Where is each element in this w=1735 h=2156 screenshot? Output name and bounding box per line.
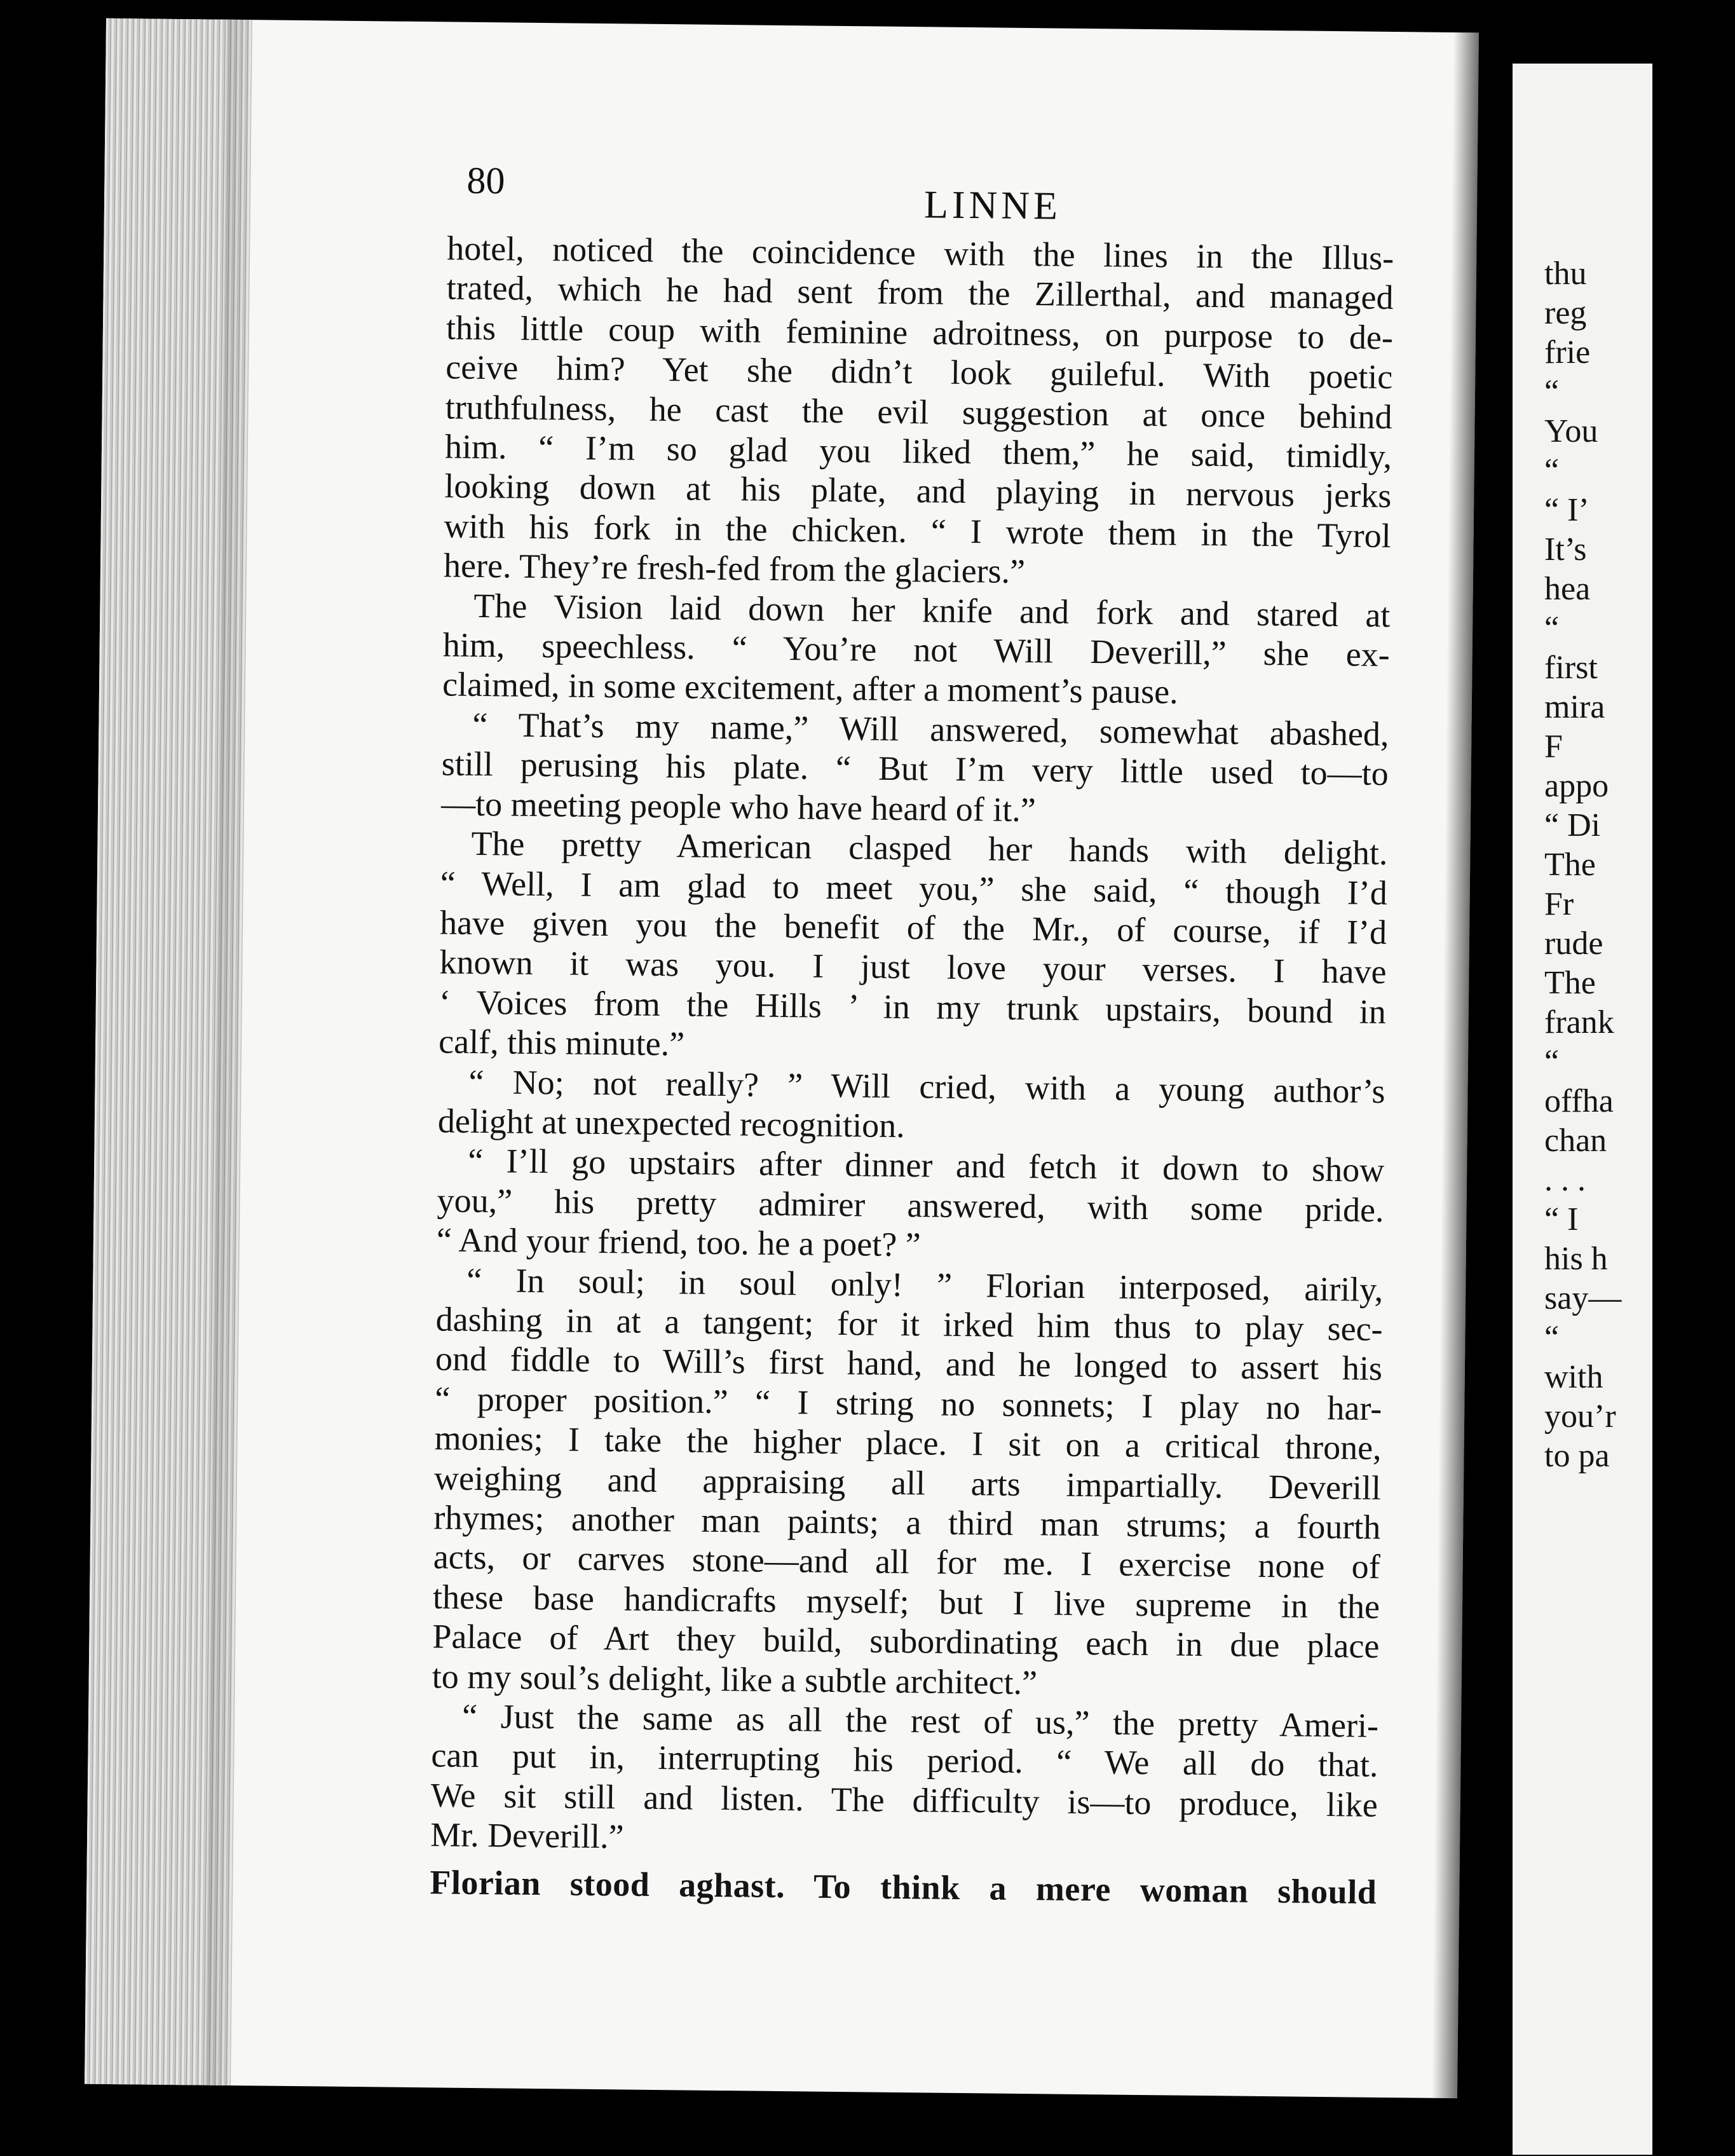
text-line: trated, which he had sent from the Zillerthal, and managed (446, 268, 1394, 317)
right-text-line: “ I’ (1544, 492, 1589, 528)
text-line: —to meeting people who have heard of it.” (440, 784, 1037, 829)
right-text-line: Fr (1544, 886, 1574, 922)
right-text-line: chan (1544, 1122, 1607, 1159)
text-line: “ proper position.” “ I string no sonnets; I play no har- (435, 1379, 1382, 1428)
right-page-text (1544, 254, 1735, 1476)
text-line: “ Just the same as all the rest of us,” the pretty Ameri- (461, 1696, 1379, 1745)
running-title: LINNE (923, 183, 1062, 228)
text-line: ‘ Voices from the Hills ’ in my trunk upstairs, bound in (439, 983, 1387, 1031)
text-line: ond fiddle to Will’s first hand, and he longed to assert his (435, 1339, 1383, 1388)
right-text-line: frank (1544, 1004, 1614, 1040)
text-line: “ That’s my name,” Will answered, somewhat abashed, (472, 705, 1389, 753)
text-line: you,” his pretty admirer answered, with some pride. (437, 1181, 1384, 1229)
text-line: “ No; not really? ” Will cried, with a young author’s (468, 1062, 1385, 1110)
right-text-line: “ Di (1544, 807, 1601, 843)
right-text-line: to pa (1544, 1438, 1610, 1474)
right-text-line: his h (1544, 1241, 1608, 1277)
right-text-line: appo (1544, 768, 1609, 804)
text-line: known it was you. I just love your verses. I have (439, 943, 1387, 992)
right-text-line: The (1544, 965, 1596, 1001)
left-page (85, 18, 1479, 2098)
right-text-line: mira (1544, 689, 1605, 725)
text-line: ceive him? Yet she didn’t look guileful. With poetic (446, 348, 1393, 397)
text-line: Palace of Art they build, subordinating each in due place (432, 1617, 1380, 1666)
right-text-line: you’r (1544, 1398, 1616, 1435)
text-line: The Vision laid down her knife and fork and stared at (473, 586, 1391, 634)
text-line: Florian stood aghast. To think a mere woman should (430, 1862, 1377, 1911)
text-line: weighing and appraising all arts impartially. Deverill (433, 1458, 1382, 1507)
text-line: Mr. Deverill.” (430, 1815, 624, 1856)
text-line: “ And your friend, too. he a poet? ” (436, 1220, 922, 1264)
right-text-line: rude (1544, 925, 1603, 962)
right-text-line: reg (1544, 295, 1587, 331)
text-line: We sit still and listen. The difficulty is—to produce, like (430, 1776, 1378, 1824)
text-line: this little coup with feminine adroitness, on purpose to de- (446, 308, 1394, 357)
text-line: with his fork in the chicken. “ I wrote them in the Tyrol (444, 507, 1391, 555)
page-number: 80 (466, 159, 505, 202)
right-text-line: with (1544, 1359, 1603, 1395)
running-head (466, 146, 1408, 232)
text-line: rhymes; another man paints; a third man strums; a fourth (433, 1498, 1381, 1546)
body-text (430, 228, 1394, 1912)
page-edges (85, 18, 252, 2085)
text-line: can put in, interrupting his period. “ We all do that. (431, 1736, 1378, 1785)
text-line: him. “ I’m so glad you liked them,” he said, timidly, (444, 427, 1392, 476)
text-line: The pretty American clasped her hands with delight. (471, 824, 1388, 873)
text-line: have given you the benefit of the Mr., of course, if I’d (439, 903, 1387, 952)
right-text-line: say— (1544, 1280, 1622, 1316)
right-text-line: offha (1544, 1083, 1614, 1119)
text-line: “ Well, I am glad to meet you,” she said, “ though I’d (440, 863, 1388, 912)
right-text-line: hea (1544, 571, 1591, 607)
right-text-line: “ I (1544, 1201, 1579, 1238)
text-line: delight at unexpected recognition. (437, 1102, 905, 1145)
right-text-line: “ (1544, 453, 1560, 489)
gutter-shadow (1432, 32, 1479, 2098)
right-text-line: “ (1544, 1044, 1560, 1080)
text-line: calf, this minute.” (438, 1022, 685, 1063)
right-text-line: You (1544, 413, 1598, 449)
right-text-line: “ (1544, 610, 1560, 646)
text-line: to my soul’s delight, like a subtle architect.” (432, 1656, 1038, 1702)
right-text-line: The (1544, 847, 1596, 883)
text-line: truthfulness, he cast the evil suggestion at once behind (445, 388, 1392, 436)
text-line: here. They’re fresh-fed from the glaciers.” (443, 546, 1026, 591)
text-line: him, speechless. “ You’re not Will Deverill,” she ex- (442, 625, 1391, 674)
right-text-line: It’s (1544, 531, 1587, 568)
text-line: looking down at his plate, and playing in nervous jerks (444, 467, 1392, 515)
right-text-line: “ (1544, 374, 1560, 410)
right-page-fragment (1513, 64, 1652, 2155)
right-text-line: first (1544, 650, 1598, 686)
right-text-line: frie (1544, 334, 1591, 371)
text-line: still perusing his plate. “ But I’m very little used to—to (441, 744, 1389, 793)
text-line: “ I’ll go upstairs after dinner and fetch it down to show (467, 1142, 1385, 1190)
text-line: these base handicrafts myself; but I live supreme in the (432, 1578, 1380, 1626)
right-text-line: “ (1544, 1320, 1560, 1356)
text-line: “ In soul; in soul only! ” Florian interposed, airily, (466, 1260, 1384, 1309)
right-text-line: thu (1544, 256, 1587, 292)
right-text-line: F (1544, 728, 1563, 765)
text-line: claimed, in some excitement, after a moment’s pause. (442, 665, 1178, 711)
text-line: hotel, noticed the coincidence with the lines in the Illus- (447, 229, 1394, 278)
right-text-line: . . . (1544, 1162, 1586, 1198)
text-line: dashing in at a tangent; for it irked him thus to play sec- (435, 1300, 1383, 1348)
text-line: monies; I take the higher place. I sit on a critical throne, (434, 1419, 1382, 1468)
text-line: acts, or carves stone—and all for me. I exercise none of (433, 1538, 1380, 1586)
